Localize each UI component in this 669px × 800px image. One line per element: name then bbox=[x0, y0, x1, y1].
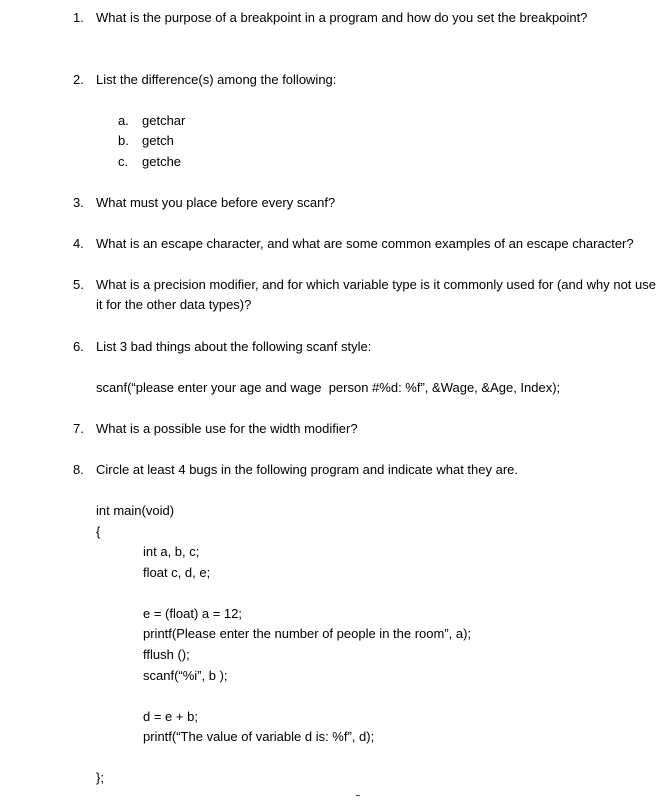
list-item-letter: b. bbox=[118, 133, 129, 148]
code-line: d = e + b; bbox=[143, 709, 198, 724]
question-4 bbox=[73, 234, 663, 254]
list-item bbox=[118, 131, 174, 151]
code-close-brace: }; bbox=[96, 770, 104, 785]
question-2 bbox=[73, 70, 663, 90]
list-item-text: getche bbox=[142, 154, 182, 169]
question-5 bbox=[73, 275, 663, 315]
question-number: 5. bbox=[73, 277, 84, 292]
question-number: 7. bbox=[73, 421, 84, 436]
question-text: What must you place before every scanf? bbox=[96, 195, 336, 210]
scanf-code-line: scanf(“please enter your age and wage person #%d: %f”, &Wage, &Age, Index); bbox=[96, 380, 561, 395]
list-item bbox=[118, 111, 185, 131]
code-line: int a, b, c; bbox=[143, 544, 200, 559]
code-line: scanf(“%i”, b ); bbox=[143, 668, 228, 683]
code-line: e = (float) a = 12; bbox=[143, 606, 243, 621]
code-line: printf(Please enter the number of people in the room”, a); bbox=[143, 626, 472, 641]
question-7 bbox=[73, 419, 663, 439]
question-8 bbox=[73, 460, 663, 480]
page-mark bbox=[356, 795, 360, 796]
question-number: 2. bbox=[73, 72, 84, 87]
question-number: 1. bbox=[73, 10, 84, 25]
question-text: What is an escape character, and what are some common examples of an escape character? bbox=[96, 236, 634, 251]
question-text: What is a possible use for the width modifier? bbox=[96, 421, 358, 436]
question-text: List 3 bad things about the following scanf style: bbox=[96, 339, 372, 354]
list-item-letter: a. bbox=[118, 113, 129, 128]
question-1 bbox=[73, 8, 663, 28]
question-text: Circle at least 4 bugs in the following program and indicate what they are. bbox=[96, 462, 519, 477]
code-line: float c, d, e; bbox=[143, 565, 211, 580]
question-number: 8. bbox=[73, 462, 84, 477]
question-text: List the difference(s) among the following: bbox=[96, 72, 337, 87]
question-text: What is the purpose of a breakpoint in a program and how do you set the breakpoint? bbox=[96, 10, 588, 25]
question-number: 6. bbox=[73, 339, 84, 354]
question-text: What is a precision modifier, and for which variable type is it commonly used for (and why not use it for the other data types)? bbox=[96, 277, 656, 312]
question-number: 3. bbox=[73, 195, 84, 210]
question-number: 4. bbox=[73, 236, 84, 251]
list-item bbox=[118, 152, 181, 172]
question-3 bbox=[73, 193, 663, 213]
list-item-text: getchar bbox=[142, 113, 186, 128]
code-open-brace: { bbox=[96, 524, 101, 539]
code-line: fflush (); bbox=[143, 647, 190, 662]
code-line: printf(“The value of variable d is: %f”, d); bbox=[143, 729, 375, 744]
list-item-letter: c. bbox=[118, 154, 129, 169]
code-header: int main(void) bbox=[96, 503, 175, 518]
question-6 bbox=[73, 337, 663, 357]
list-item-text: getch bbox=[142, 133, 174, 148]
